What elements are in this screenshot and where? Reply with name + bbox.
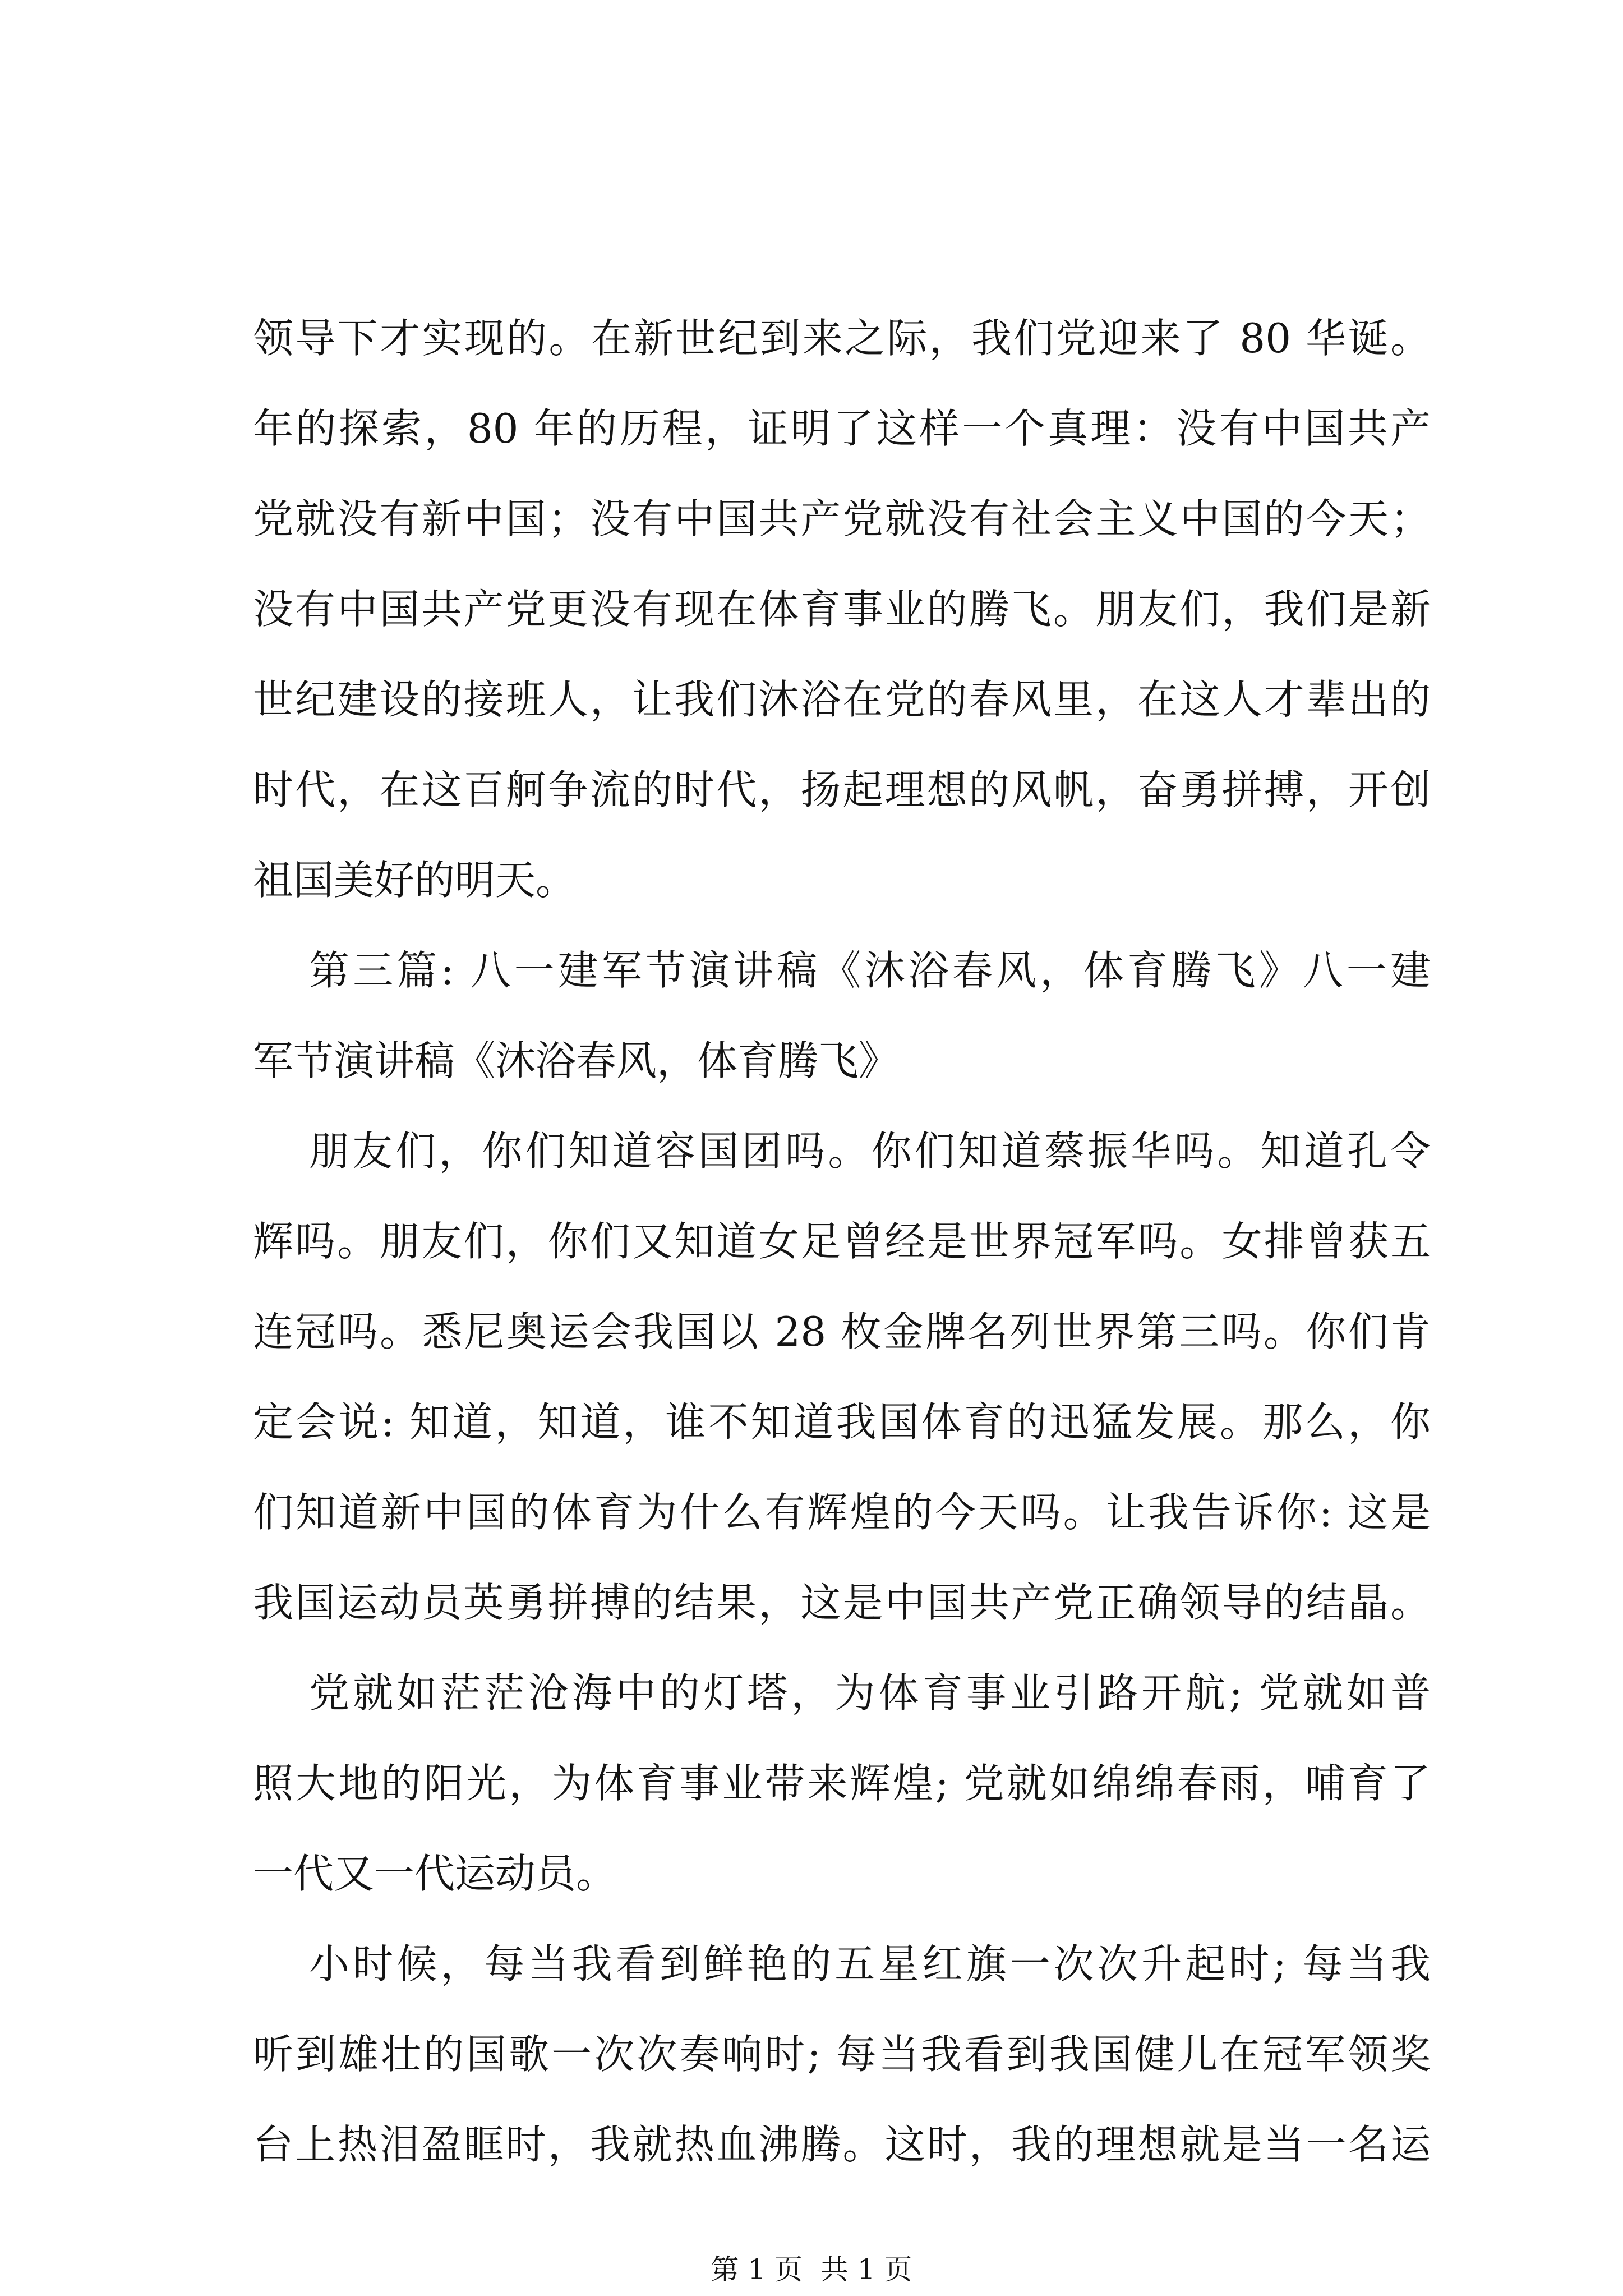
text-line: 辉吗。朋友们，你们又知道女足曾经是世界冠军吗。女排曾获五 (253, 1218, 1431, 1265)
text-line: 定会说: 知道，知道，谁不知道我国体育的迅猛发展。那么，你 (253, 1398, 1431, 1446)
text-line: 领导下才实现的。在新世纪到来之际，我们党迎来了 80 华诞。 (253, 315, 1431, 362)
text-line: 我国运动员英勇拼搏的结果，这是中国共产党正确领导的结晶。 (253, 1579, 1431, 1626)
paragraph-continuation (253, 293, 1431, 926)
text-line: 台上热泪盈眶时，我就热血沸腾。这时，我的理想就是当一名运 (253, 2121, 1431, 2168)
heading-line: 第三篇: 八一建军节演讲稿《沐浴春风，体育腾飞》八一建 (309, 947, 1431, 994)
paragraph (253, 1919, 1431, 2190)
text-line: 小时候，每当我看到鲜艳的五星红旗一次次升起时; 每当我 (309, 1940, 1431, 1987)
paragraph (253, 1648, 1431, 1919)
text-line: 没有中国共产党更没有现在体育事业的腾飞。朋友们，我们是新 (253, 586, 1431, 633)
text-line: 世纪建设的接班人，让我们沐浴在党的春风里，在这人才辈出的 (253, 676, 1431, 723)
heading-line: 军节演讲稿《沐浴春风，体育腾飞》 (253, 1037, 900, 1084)
section-heading (253, 926, 1431, 1106)
paragraph (253, 1106, 1431, 1648)
text-line: 年的探索，80 年的历程，证明了这样一个真理：没有中国共产 (253, 405, 1431, 452)
page-number-footer: 第 1 页 共 1 页 (711, 2253, 912, 2286)
text-line: 一代又一代运动员。 (253, 1850, 617, 1897)
text-line: 时代，在这百舸争流的时代，扬起理想的风帆，奋勇拼搏，开创 (253, 766, 1431, 813)
text-line: 祖国美好的明天。 (253, 857, 577, 904)
document-body (253, 293, 1431, 2190)
text-line: 朋友们，你们知道容国团吗。你们知道蔡振华吗。知道孔令 (309, 1128, 1431, 1175)
text-line: 党就如茫茫沧海中的灯塔，为体育事业引路开航; 党就如普 (309, 1669, 1431, 1717)
text-line: 照大地的阳光，为体育事业带来辉煌; 党就如绵绵春雨，哺育了 (253, 1760, 1431, 1807)
text-line: 连冠吗。悉尼奥运会我国以 28 枚金牌名列世界第三吗。你们肯 (253, 1308, 1431, 1355)
text-line: 们知道新中国的体育为什么有辉煌的今天吗。让我告诉你: 这是 (253, 1489, 1431, 1536)
text-line: 听到雄壮的国歌一次次奏响时; 每当我看到我国健儿在冠军领奖 (253, 2031, 1431, 2078)
text-line: 党就没有新中国；没有中国共产党就没有社会主义中国的今天； (253, 495, 1431, 542)
